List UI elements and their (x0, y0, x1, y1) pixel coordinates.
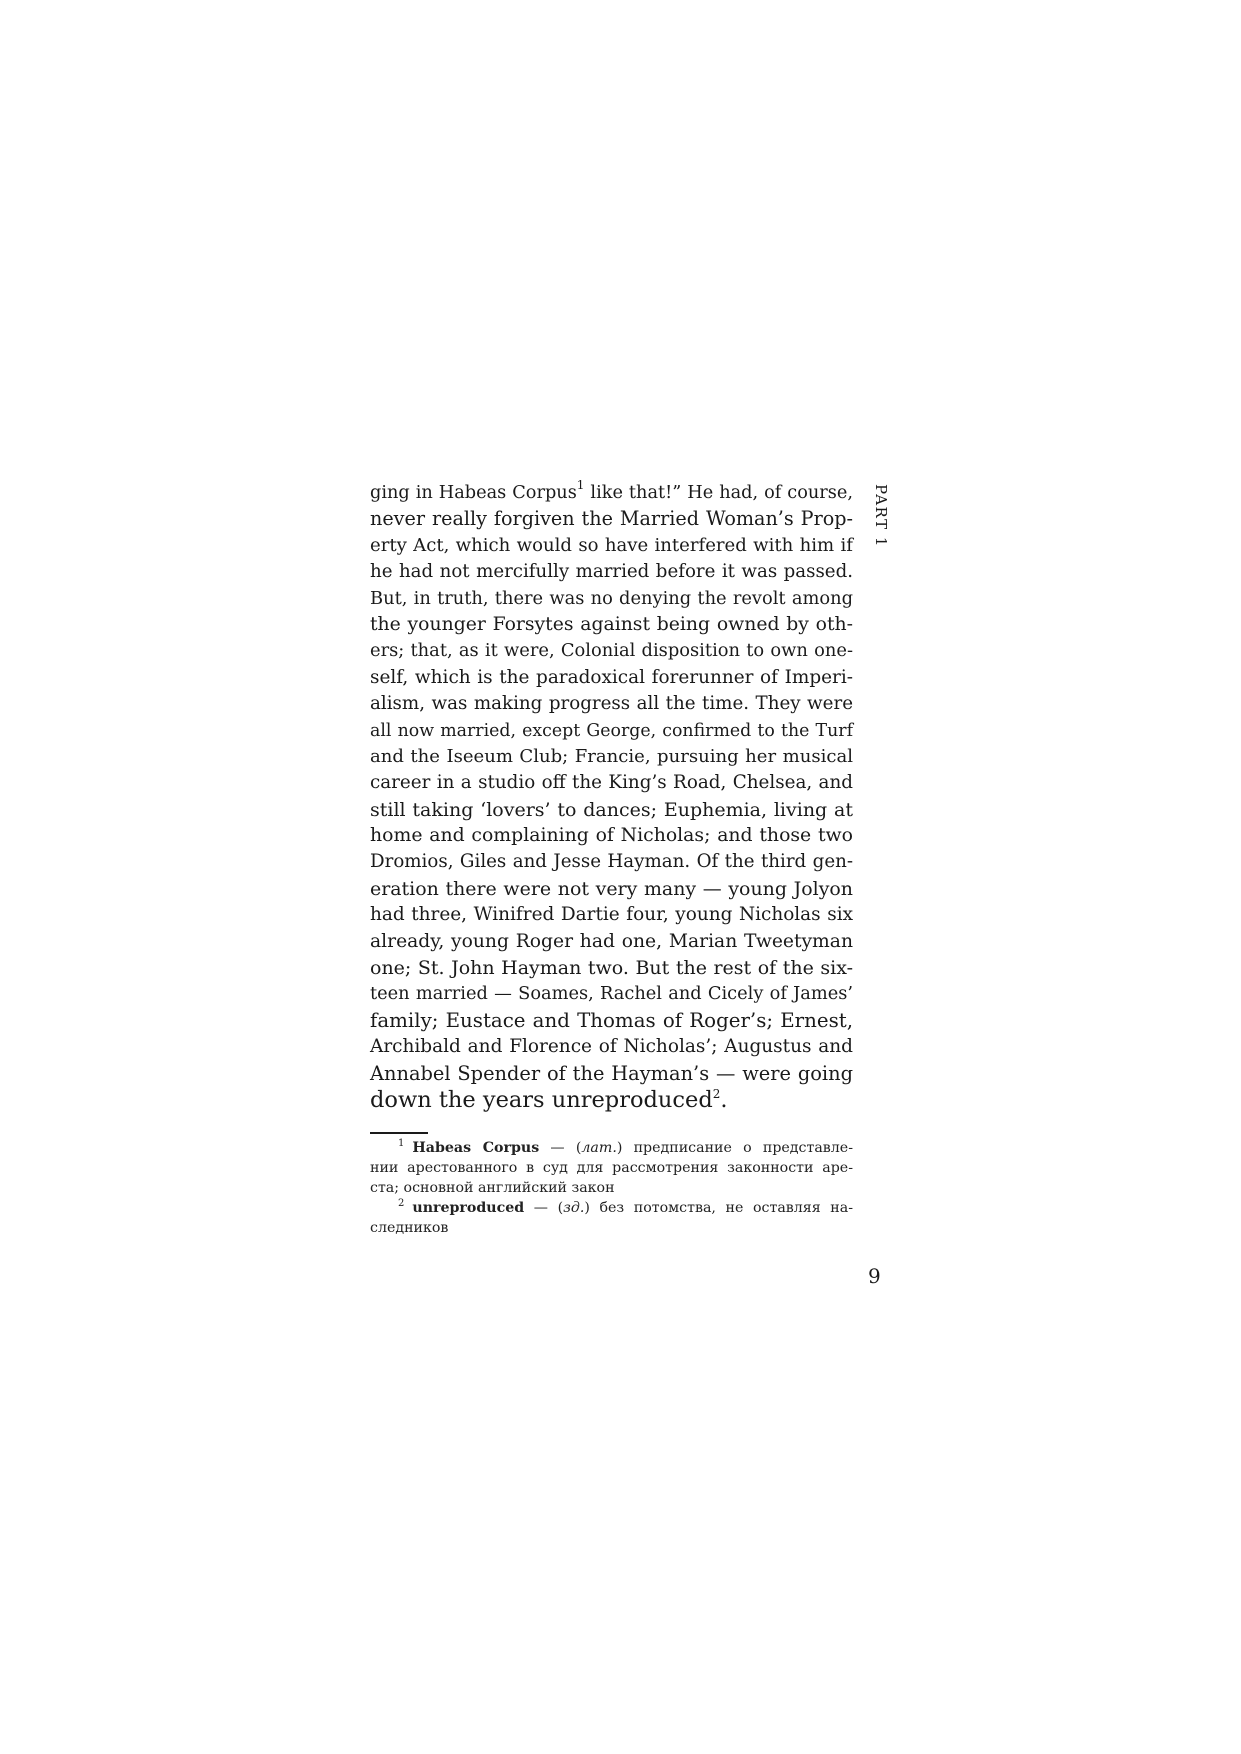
body-line: family; Eustace and Thomas of Roger’s; Ernest, (370, 1008, 853, 1032)
body-line: ging in Habeas Corpus$^1$ like that!” He had, of course, (370, 478, 853, 503)
body-line: he had not mercifully married before it was passed. (370, 561, 853, 583)
body-line: had three, Winifred Dartie four, young Nicholas six (370, 904, 853, 926)
footnote-number: 1 (398, 1138, 405, 1149)
body-line: alism, was making progress all the time. They were (370, 693, 853, 715)
footnote-abbr: зд. (563, 1200, 585, 1216)
body-line: Archibald and Florence of Nicholas’; Augustus and (370, 1036, 853, 1058)
body-line: home and complaining of Nicholas; and those two (370, 825, 853, 847)
footnote-1: $^1$ Habeas Corpus — (лат.) предписание о представле- (398, 1138, 853, 1156)
running-head (868, 484, 898, 576)
footnote-number: 2 (398, 1198, 405, 1209)
footnotes (370, 1138, 853, 1238)
footnote-1-line: ста; основной английский закон (370, 1180, 615, 1196)
footnote-abbr: лат. (581, 1140, 617, 1156)
body-line: self, which is the paradoxical forerunner of Imperi- (370, 666, 853, 688)
footnote-1-line: нии арестованного в суд для рассмотрения законности аре- (370, 1160, 853, 1176)
body-line: never really forgiven the Married Woman’s Prop- (370, 507, 853, 531)
footnote-2-line: следников (370, 1220, 449, 1236)
body-line: But, in truth, there was no denying the revolt among (370, 587, 853, 609)
body-line: erty Act, which would so have interfered with him if (370, 534, 853, 556)
page-number: 9 (868, 1264, 881, 1288)
footnote-term: Habeas Corpus (412, 1140, 540, 1156)
body-line: teen married — Soames, Rachel and Cicely of James’ (370, 983, 853, 1005)
footnote-2: $^2$ unreproduced — (зд.) без потомства, не оставляя на- (398, 1198, 853, 1216)
body-line: the younger Forsytes against being owned by oth- (370, 613, 853, 635)
body-line: Annabel Spender of the Hayman’s — were going (370, 1061, 853, 1085)
body-line: and the Iseeum Club; Francie, pursuing her musical (370, 745, 853, 767)
footnote-ref-1[interactable]: 1 (576, 478, 585, 492)
body-line: career in a studio off the King’s Road, Chelsea, and (370, 772, 853, 794)
body-line: already, young Roger had one, Marian Tweetyman (370, 930, 853, 952)
footnote-term: unreproduced (412, 1200, 525, 1216)
body-line: down the years unreproduced$^2$. (370, 1086, 728, 1113)
footnote-divider (370, 1132, 428, 1134)
body-line: ers; that, as it were, Colonial disposition to own one- (370, 640, 853, 662)
body-line: still taking ‘lovers’ to dances; Euphemia, living at (370, 798, 853, 821)
body-line: all now married, except George, confirmed to the Turf (370, 720, 853, 741)
body-text (370, 480, 853, 1113)
footnote-ref-2[interactable]: 2 (712, 1086, 721, 1101)
body-line: one; St. John Hayman two. But the rest of the six- (370, 957, 853, 980)
body-line: Dromios, Giles and Jesse Hayman. Of the third gen- (370, 851, 853, 873)
body-line: eration there were not very many — young Jolyon (370, 877, 853, 900)
running-head-label: PART 1 (872, 484, 890, 548)
